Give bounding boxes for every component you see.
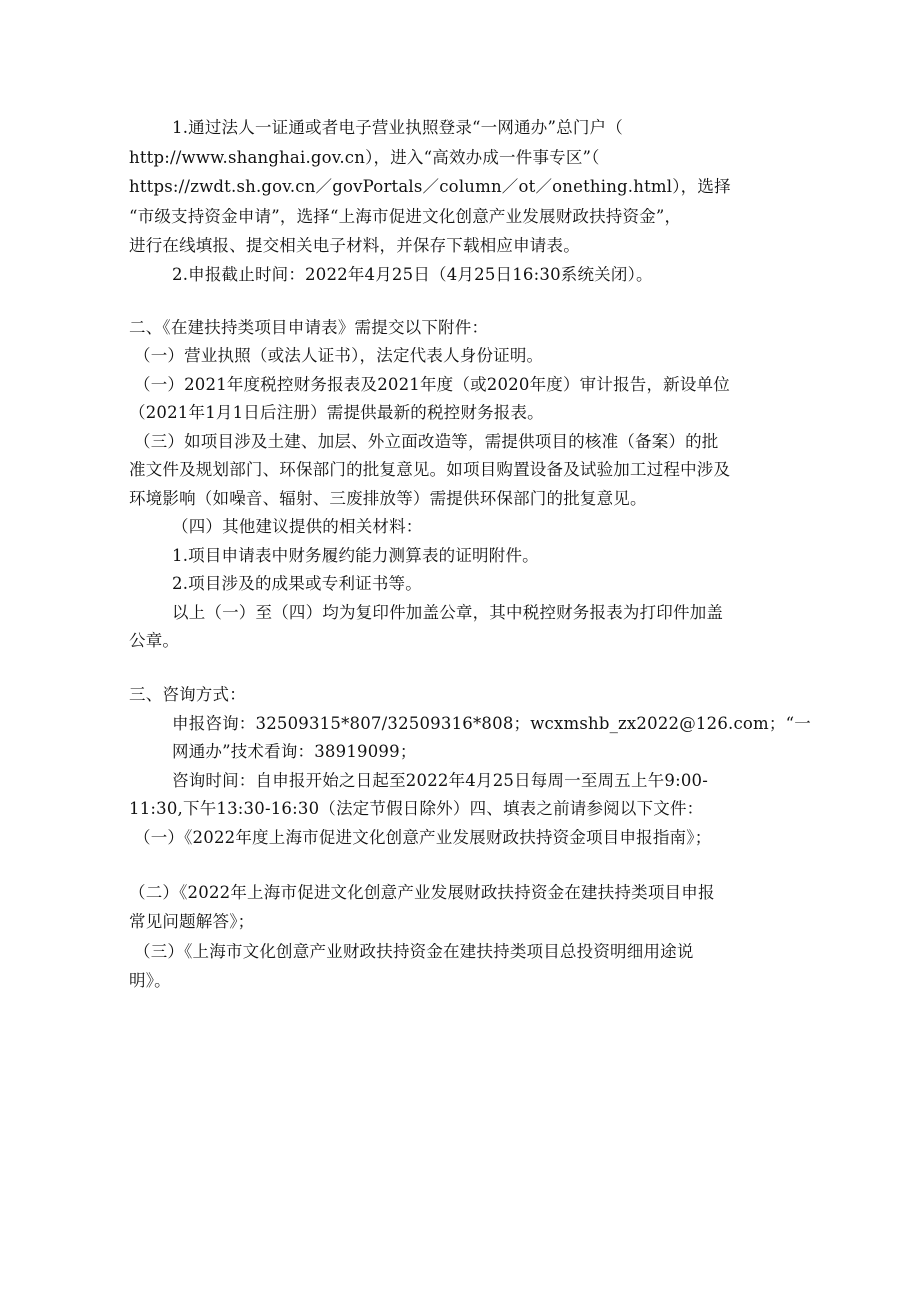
text-line: 进行在线填报、提交相关电子材料，并保存下载相应申请表。	[129, 236, 580, 255]
text-line: （一）2021年度税控财务报表及2021年度（或2020年度）审计报告，新设单位	[134, 375, 730, 394]
text-line: 环境影响（如噪音、辐射、三废排放等）需提供环保部门的批复意见。	[129, 489, 647, 508]
text-line: 11:30,下午13:30-16:30（法定节假日除外）四、填表之前请参阅以下文件：	[129, 799, 704, 818]
text-line: 1.项目申请表中财务履约能力测算表的证明附件。	[172, 546, 539, 565]
text-line: 公章。	[129, 631, 180, 650]
text-line: 网通办”技术看询：38919099；	[172, 742, 417, 761]
text-line: 明》。	[129, 971, 171, 990]
text-line: “市级支持资金申请”，选择“上海市促进文化创意产业发展财政扶持资金”，	[129, 207, 682, 226]
text-line: 1.通过法人一证通或者电子营业执照登录“一网通办”总门户（	[172, 118, 623, 137]
text-line: （2021年1月1日后注册）需提供最新的税控财务报表。	[129, 403, 544, 422]
text-line: （三）如项目涉及土建、加层、外立面改造等，需提供项目的核准（备案）的批	[134, 432, 719, 451]
text-line: 申报咨询：32509315*807/32509316*808；wcxmshb_zx2022@126.com；“一	[172, 714, 811, 733]
text-line: https://zwdt.sh.gov.cn／govPortals／column／ot／onething.html），选择	[129, 177, 731, 196]
text-line: 2.项目涉及的成果或专利证书等。	[172, 574, 422, 593]
text-line: http://www.shanghai.gov.cn），进入“高效办成一件事专区”（	[129, 148, 600, 167]
text-line: 常见问题解答》；	[129, 912, 255, 931]
text-line: （二）《2022年上海市促进文化创意产业发展财政扶持资金在建扶持类项目申报	[129, 883, 715, 902]
text-line: 以上（一）至（四）均为复印件加盖公章，其中税控财务报表为打印件加盖	[172, 603, 724, 622]
text-line: （一）营业执照（或法人证书），法定代表人身份证明。	[134, 346, 544, 365]
text-line: 咨询时间：自申报开始之日起至2022年4月25日每周一至周五上午9:00-	[172, 771, 709, 790]
text-line: 2.申报截止时间：2022年4月25日（4月25日16:30系统关闭）。	[172, 265, 653, 284]
text-line: （四）其他建议提供的相关材料：	[172, 517, 423, 536]
section-heading: 二、《在建扶持类项目申请表》需提交以下附件：	[129, 318, 489, 337]
text-line: 准文件及规划部门、环保部门的批复意见。如项目购置设备及试验加工过程中涉及	[129, 460, 731, 479]
text-line: （一）《2022年度上海市促进文化创意产业发展财政扶持资金项目申报指南》；	[134, 828, 712, 847]
text-line: （三）《上海市文化创意产业财政扶持资金在建扶持类项目总投资明细用途说	[134, 942, 694, 961]
section-heading: 三、咨询方式：	[129, 685, 246, 704]
